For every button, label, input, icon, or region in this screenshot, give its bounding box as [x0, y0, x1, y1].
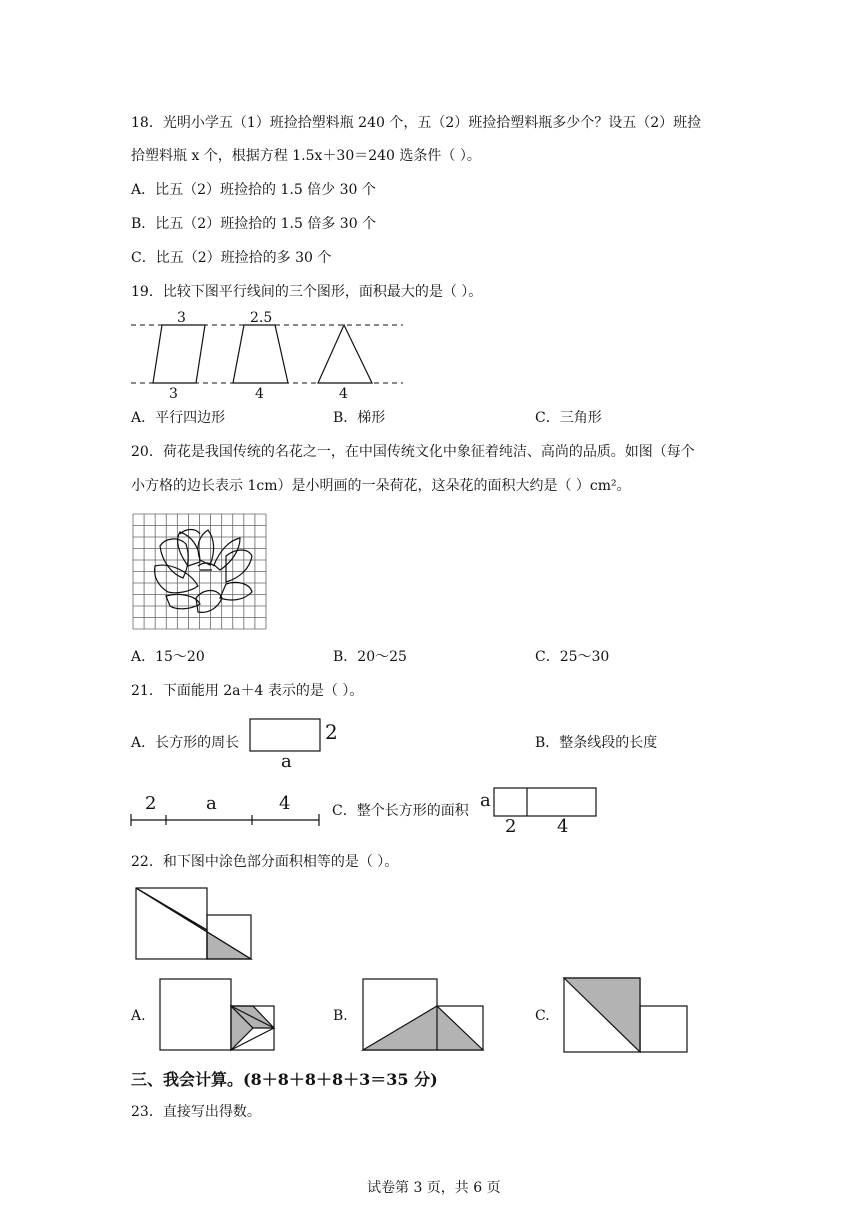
page-footer: 试卷第 3 页，共 6 页 [367, 1180, 501, 1196]
q21-c-bottom-label-4: 4 [557, 816, 569, 837]
q21-option-a: A．长方形的周长 [131, 735, 240, 751]
q21-a-side-label: 2 [325, 720, 338, 744]
q21-a-rectangle [250, 719, 320, 751]
q21-c-side-label: a [480, 790, 491, 811]
q22-option-c-label: C. [535, 1008, 550, 1024]
q19-triangle [318, 325, 372, 383]
q19-option-c: C．三角形 [535, 410, 602, 426]
q19-option-b: B．梯形 [333, 410, 386, 426]
q22-reference-figure [136, 888, 251, 959]
q21-a-bottom-label: a [281, 751, 292, 772]
q21-option-b: B．整条线段的长度 [535, 735, 658, 751]
q18-option-a: A．比五（2）班捡拾的 1.5 倍少 30 个 [131, 182, 376, 198]
q22-option-b-label: B. [333, 1008, 348, 1024]
q23-stem: 23．直接写出得数。 [131, 1104, 261, 1120]
q19-tri-bottom-label: 4 [339, 386, 348, 402]
q20-option-b: B．20～25 [333, 649, 407, 665]
q18-line2: 拾塑料瓶 x 个，根据方程 1.5x＋30＝240 选条件（ ）。 [131, 148, 481, 164]
q20-line1: 20．荷花是我国传统的名花之一，在中国传统文化中象征着纯洁、高尚的品质。如图（每个 [131, 444, 695, 460]
q19-para-bottom-label: 3 [169, 386, 178, 402]
q19-trap-top-label: 2.5 [250, 310, 273, 326]
q22-option-a-label: A. [131, 1008, 146, 1024]
q22-option-b-figure [363, 979, 483, 1050]
q19-trapezoid [233, 325, 288, 383]
q21-seg-label-2: 2 [145, 793, 157, 814]
q21-c-bottom-label-2: 2 [505, 816, 517, 837]
q19-parallelogram [153, 325, 205, 383]
q19-stem: 19．比较下图平行线间的三个图形，面积最大的是（ ）。 [131, 284, 483, 300]
q22-option-c-figure [564, 978, 687, 1052]
q20-option-c: C．25～30 [535, 649, 610, 665]
q20-grid [133, 514, 266, 629]
q18-option-b: B．比五（2）班捡拾的 1.5 倍多 30 个 [131, 216, 377, 232]
section-3-title: 三、我会计算。(8＋8＋8＋8＋3＝35 分) [131, 1070, 438, 1089]
q21-stem: 21．下面能用 2a＋4 表示的是（ ）。 [131, 683, 364, 699]
q21-c-rectangle [494, 788, 596, 816]
q20-lotus-drawing [155, 530, 252, 613]
q19-option-a: A．平行四边形 [131, 410, 226, 426]
q18-option-c: C．比五（2）班捡拾的多 30 个 [131, 250, 332, 266]
q21-seg-label-4: 4 [279, 793, 291, 814]
q22-stem: 22．和下图中涂色部分面积相等的是（ ）。 [131, 854, 399, 870]
q19-para-top-label: 3 [177, 310, 186, 326]
q22-option-a-figure [160, 979, 274, 1050]
q18-line1: 18．光明小学五（1）班捡拾塑料瓶 240 个，五（2）班捡拾塑料瓶多少个？设五（2）班捡 [131, 115, 702, 131]
q19-trap-bottom-label: 4 [255, 386, 264, 402]
q21-option-c: C．整个长方形的面积 [332, 803, 469, 819]
q21-seg-label-a: a [206, 793, 217, 814]
q20-line2: 小方格的边长表示 1cm）是小明画的一朵荷花，这朵花的面积大约是（ ）cm²。 [131, 478, 631, 494]
q20-option-a: A．15～20 [131, 649, 205, 665]
